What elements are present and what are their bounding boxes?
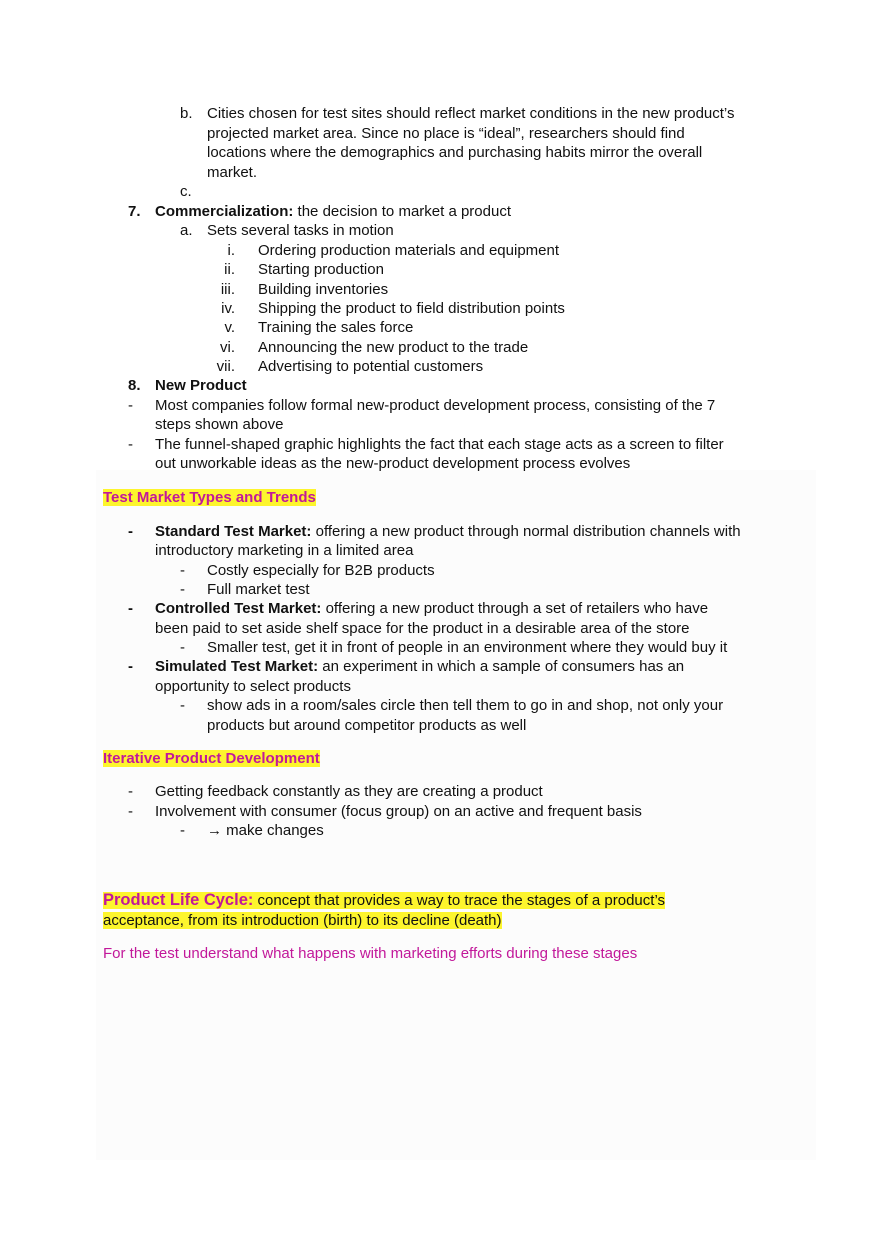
list-marker: - bbox=[180, 822, 185, 839]
term: Controlled Test Market: bbox=[155, 600, 322, 617]
list-marker: - bbox=[128, 803, 133, 820]
list-marker: a. bbox=[180, 222, 193, 239]
roman-marker: i. bbox=[227, 242, 235, 259]
list-marker: b. bbox=[180, 105, 193, 122]
list-marker: - bbox=[128, 658, 133, 675]
list-marker: - bbox=[128, 436, 133, 453]
list-item: Training the sales force bbox=[258, 319, 414, 336]
definition-block-line bbox=[103, 911, 502, 931]
list-item: → make changes bbox=[207, 822, 324, 839]
roman-marker: vi. bbox=[220, 339, 235, 356]
heading-term: New Product bbox=[155, 377, 247, 394]
paragraph-line: been paid to set aside shelf space for the product in a desirable area of the store bbox=[155, 620, 690, 637]
definition: an experiment in which a sample of consumers has an bbox=[322, 658, 685, 675]
paragraph-line: Cities chosen for test sites should reflect market conditions in the new product’s bbox=[207, 105, 735, 122]
paragraph-line: Most companies follow formal new-product development process, consisting of the 7 bbox=[155, 397, 716, 414]
section-heading-text: Iterative Product Development bbox=[103, 750, 320, 767]
section-heading bbox=[103, 749, 320, 769]
paragraph-line: introductory marketing in a limited area bbox=[155, 542, 414, 559]
list-item: show ads in a room/sales circle then tell them to go in and shop, not only your bbox=[207, 697, 724, 714]
list-marker: - bbox=[180, 581, 185, 598]
paragraph-line: market. bbox=[207, 164, 258, 181]
list-item: Announcing the new product to the trade bbox=[258, 339, 529, 356]
list-marker: - bbox=[128, 783, 133, 800]
list-item: Smaller test, get it in front of people in an environment where they would buy it bbox=[207, 639, 728, 656]
list-item: Full market test bbox=[207, 581, 310, 598]
list-marker: c. bbox=[180, 183, 192, 200]
list-item bbox=[155, 522, 741, 542]
plc-term: Product Life Cycle: bbox=[103, 891, 254, 909]
list-number: 8. bbox=[128, 377, 141, 394]
list-number: 7. bbox=[128, 203, 141, 220]
paragraph-line: projected market area. Since no place is “ideal”, researchers should find bbox=[207, 125, 685, 142]
list-marker: - bbox=[128, 523, 133, 540]
definition-block bbox=[103, 891, 665, 911]
list-item: Shipping the product to field distribution points bbox=[258, 300, 565, 317]
definition: the decision to market a product bbox=[297, 203, 511, 220]
roman-marker: v. bbox=[224, 319, 235, 336]
definition: offering a new product through normal distribution channels with bbox=[315, 523, 741, 540]
paragraph-line: steps shown above bbox=[155, 416, 284, 433]
term: Simulated Test Market: bbox=[155, 658, 319, 675]
list-item bbox=[155, 657, 684, 677]
list-marker: - bbox=[180, 562, 185, 579]
roman-marker: iv. bbox=[221, 300, 235, 317]
section-heading-text: Test Market Types and Trends bbox=[103, 489, 316, 506]
note-text: For the test understand what happens with marketing efforts during these stages bbox=[103, 945, 638, 962]
term: Standard Test Market: bbox=[155, 523, 312, 540]
list-item bbox=[155, 202, 511, 222]
roman-marker: ii. bbox=[224, 261, 235, 278]
paragraph-line: out unworkable ideas as the new-product development process evolves bbox=[155, 455, 631, 472]
list-item: Starting production bbox=[258, 261, 384, 278]
list-item: Sets several tasks in motion bbox=[207, 222, 394, 239]
list-marker: - bbox=[128, 600, 133, 617]
list-item: Involvement with consumer (focus group) on an active and frequent basis bbox=[155, 803, 642, 820]
roman-marker: iii. bbox=[220, 281, 235, 298]
paragraph-line: locations where the demographics and purchasing habits mirror the overall bbox=[207, 144, 703, 161]
list-marker: - bbox=[128, 397, 133, 414]
list-item: Ordering production materials and equipment bbox=[258, 242, 560, 259]
list-item: Building inventories bbox=[258, 281, 389, 298]
list-marker: - bbox=[180, 639, 185, 656]
list-item: Getting feedback constantly as they are creating a product bbox=[155, 783, 543, 800]
term: Commercialization: bbox=[155, 203, 294, 220]
list-marker: - bbox=[180, 697, 185, 714]
section-heading bbox=[103, 488, 316, 508]
paragraph-line: products but around competitor products as well bbox=[207, 717, 527, 734]
definition: offering a new product through a set of retailers who have bbox=[325, 600, 709, 617]
paragraph-line: opportunity to select products bbox=[155, 678, 351, 695]
roman-marker: vii. bbox=[216, 358, 235, 375]
list-item: Advertising to potential customers bbox=[258, 358, 484, 375]
list-item: Costly especially for B2B products bbox=[207, 562, 435, 579]
plc-definition-line: acceptance, from its introduction (birth) to its decline (death) bbox=[103, 912, 502, 929]
plc-definition: concept that provides a way to trace the stages of a product’s bbox=[257, 892, 666, 909]
paragraph-line: The funnel-shaped graphic highlights the fact that each stage acts as a screen to filter bbox=[155, 436, 724, 453]
list-item bbox=[155, 599, 708, 619]
